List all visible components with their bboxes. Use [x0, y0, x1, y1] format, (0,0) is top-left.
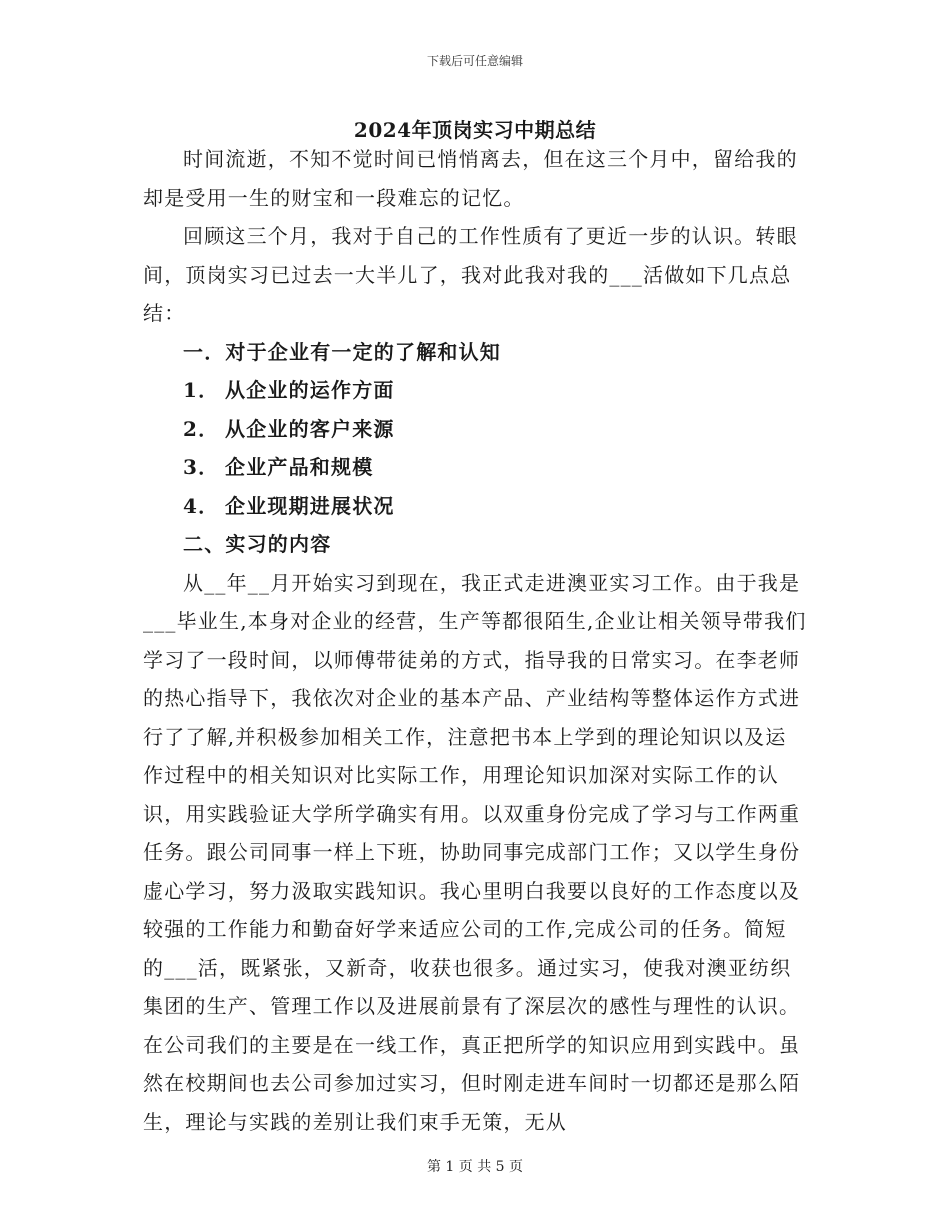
list-item: [143, 448, 807, 487]
section-heading-1: 一．对于企业有一定的了解和认知: [183, 339, 501, 364]
paragraph-internship-content: 从__年__月开始实习到现在，我正式走进澳亚实习工作。由于我是___毕业生,本身对企业的经营，生产等都很陌生,企业让相关领导带我们学习了一段时间，以师傅带徒弟的方式，指导我的日常实习。在李老师的热心指导下，我依次对企业的基本产品、产业结构等整体运作方式进行了了解,并积极参加相关工作，注意把书本上学到的理论知识以及运作过程中的相关知识对比实际工作，用理论知识加深对实际工作的认识，用实践验证大学所学确实有用。以双重身份完成了学习与工作两重任务。跟公司同事一样上下班，协助同事完成部门工作；又以学生身份虚心学习，努力汲取实践知识。我心里明白我要以良好的工作态度以及较强的工作能力和勤奋好学来适应公司的工作,完成公司的任务。简短的___活，既紧张，又新奇，收获也很多。通过实习，使我对澳亚纺织集团的生产、管理工作以及进展前景有了深层次的感性与理性的认识。在公司我们的主要是在一线工作，真正把所学的知识应用到实践中。虽然在校期间也去公司参加过实习，但时刚走进车间时一切都还是那么陌生，理论与实践的差别让我们束手无策，无从: [143, 570, 807, 1134]
list-item-text: 企业产品和规模: [225, 455, 374, 479]
paragraph-review: 回顾这三个月，我对于自己的工作性质有了更近一步的认识。转眼间，顶岗实习已过去一大半儿了，我对此我对我的___活做如下几点总结：: [143, 224, 798, 325]
list-item: [143, 371, 807, 410]
list-item: [143, 487, 807, 526]
section-heading-2: 二、实习的内容: [183, 532, 332, 556]
list-item-number: 1．: [183, 378, 220, 402]
list-item-number: 2．: [183, 416, 220, 441]
header-note: 下载后可任意编辑: [426, 54, 523, 68]
document-title: 2024年顶岗实习中期总结: [353, 118, 597, 142]
list-item-number: 3．: [183, 455, 220, 479]
document-body: [143, 140, 807, 1141]
list-item: [143, 410, 807, 449]
list-item-text: 企业现期进展状况: [225, 493, 395, 518]
list-item-text: 从企业的运作方面: [225, 378, 395, 402]
paragraph-intro: 时间流逝，不知不觉时间已悄悄离去，但在这三个月中，留给我的却是受用一生的财宝和一段难忘的记忆。: [143, 147, 798, 210]
list-item-text: 从企业的客户来源: [225, 416, 395, 441]
list-item-number: 4．: [183, 493, 220, 518]
page-indicator: 第 1 页 共 5 页: [426, 1159, 524, 1175]
